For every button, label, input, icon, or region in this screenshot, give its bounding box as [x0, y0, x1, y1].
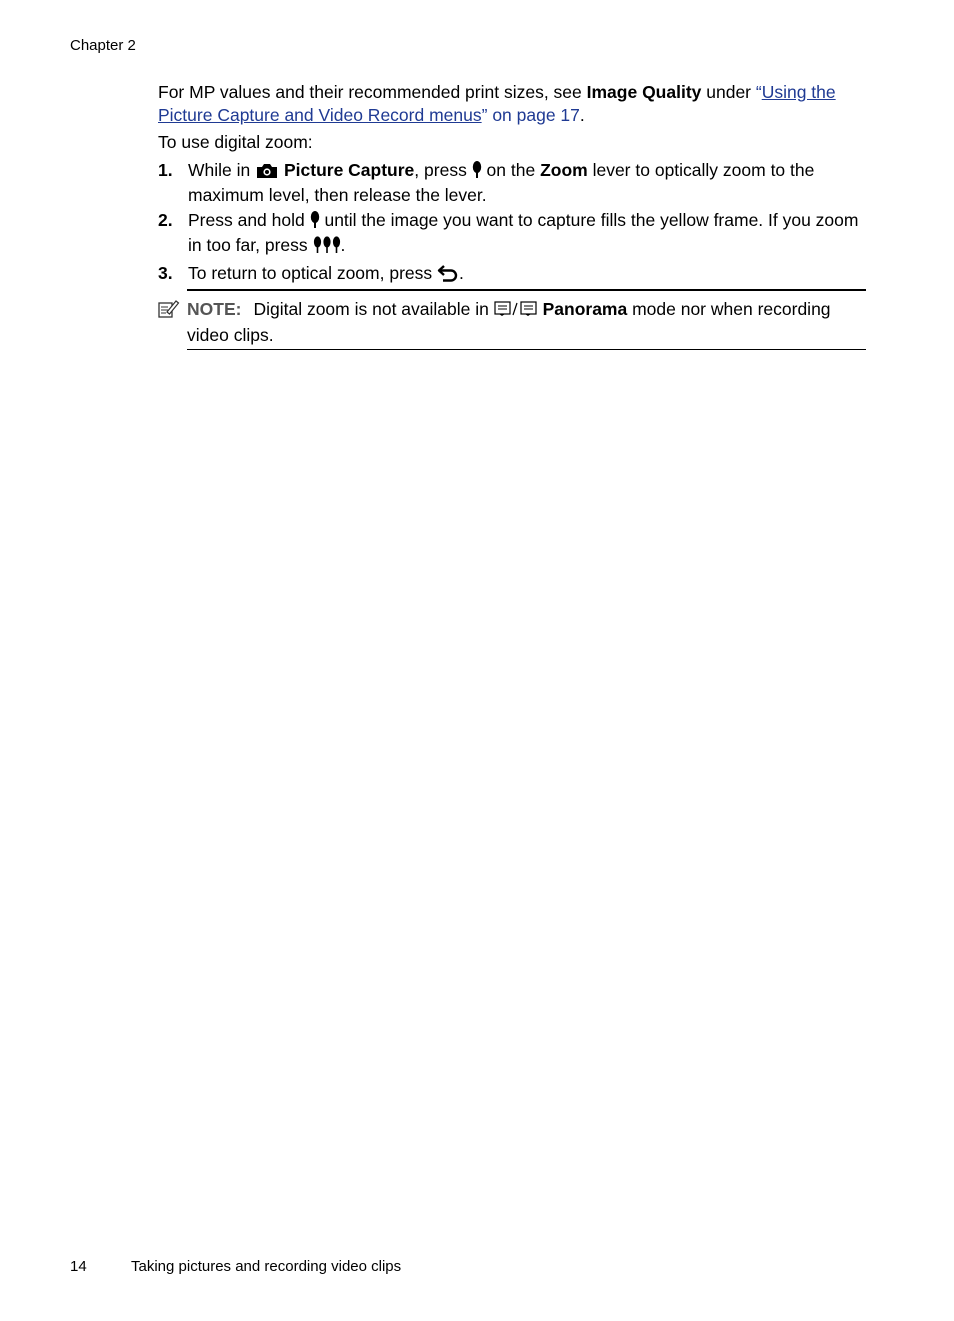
list-item: 3. To return to optical zoom, press .	[158, 262, 868, 288]
lead-text: To use digital zoom:	[158, 132, 313, 152]
back-arrow-icon	[437, 264, 459, 288]
tree-icon	[310, 211, 320, 235]
three-trees-icon	[313, 236, 341, 260]
note-pencil-icon	[158, 299, 180, 324]
chapter-header: Chapter 2	[70, 37, 136, 54]
intro-text: For MP values and their recommended print sizes, see	[158, 82, 587, 102]
steps-list	[158, 159, 868, 288]
note-top-rule	[187, 289, 866, 291]
menus-link[interactable]: “Using the Picture Capture and Video Record menus” on page 17	[158, 82, 836, 125]
footer-title: Taking pictures and recording video clips	[131, 1258, 402, 1275]
list-item: 2. Press and hold until the image you want to capture fills the yellow frame. If you zoom in too far, press .	[158, 209, 868, 260]
note-text: NOTE: Digital zoom is not available in Panorama mode nor when recording video clips.	[187, 299, 831, 345]
note-bottom-rule	[187, 349, 866, 350]
image-quality-term: Image Quality	[586, 82, 702, 102]
page-number: 14	[70, 1258, 87, 1275]
tree-icon	[472, 161, 482, 185]
list-item: 1. While in Picture Capture, press on the Zoom lever to optically zoom to the maximum level, then release the lever.	[158, 159, 815, 205]
camera-icon	[255, 162, 279, 185]
panorama-icon	[494, 300, 538, 324]
note-label: NOTE:	[187, 299, 242, 319]
intro-paragraph: For MP values and their recommended print sizes, see Image Quality under “Using the Picture Capture and Video Record menus” on page 17.	[158, 82, 836, 125]
main-content	[158, 81, 868, 289]
intro-under: under	[701, 82, 756, 102]
page-footer	[70, 1258, 402, 1276]
